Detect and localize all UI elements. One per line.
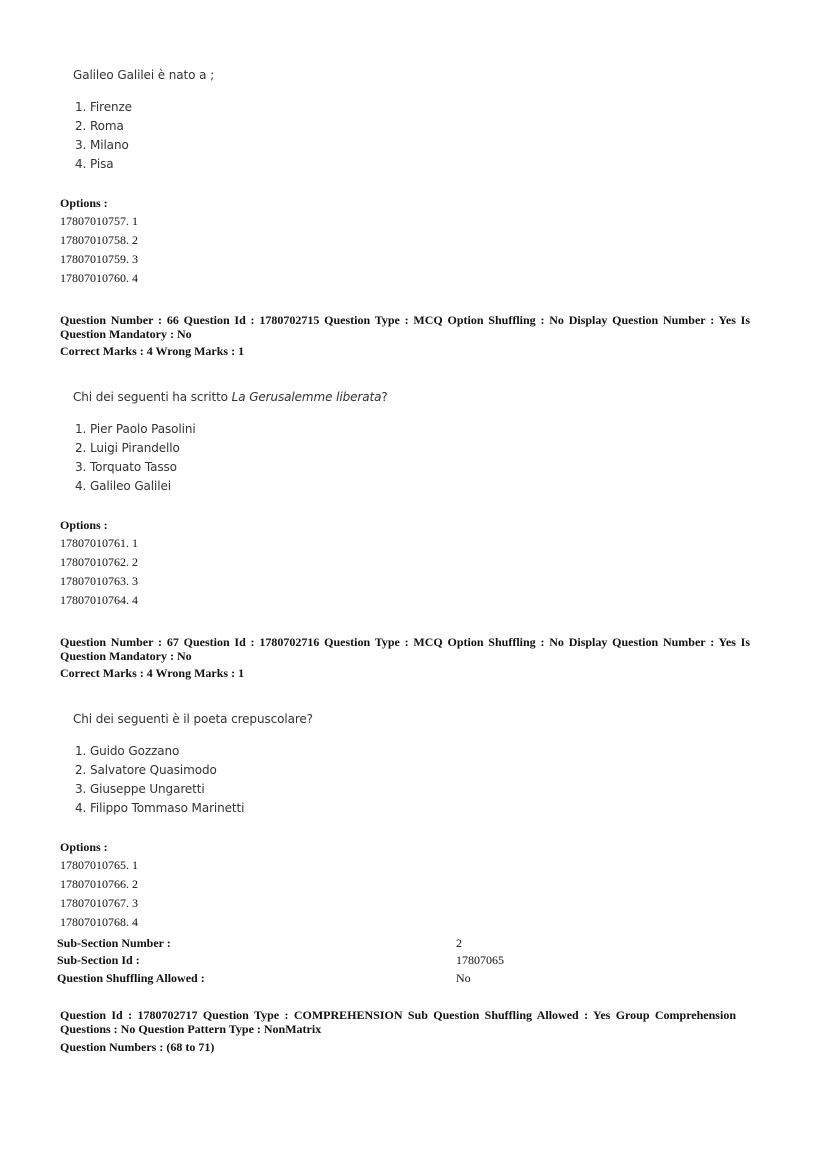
question-66-option-4: 17807010764. 4 bbox=[60, 593, 138, 607]
question-67-option-4: 17807010768. 4 bbox=[60, 915, 138, 929]
question-67-metadata: Question Number : 67 Question Id : 1780702716 Question Type : MCQ Option Shuffling : No Display Question Number : Yes Is Question Mandatory : No bbox=[60, 635, 750, 663]
question-66-text bbox=[73, 390, 388, 404]
question-66-option-3: 17807010763. 3 bbox=[60, 574, 138, 588]
subsection-id-label: Sub-Section Id : bbox=[57, 953, 140, 967]
question-66-choice-2: 2. Luigi Pirandello bbox=[75, 441, 180, 455]
question-67-choice-3: 3. Giuseppe Ungaretti bbox=[75, 782, 205, 796]
question-66-choice-3: 3. Torquato Tasso bbox=[75, 460, 177, 474]
question-67-choice-2: 2. Salvatore Quasimodo bbox=[75, 763, 217, 777]
question-67-text: Chi dei seguenti è il poeta crepuscolare? bbox=[73, 712, 313, 726]
subsection-number-value: 2 bbox=[456, 936, 462, 950]
question-65-option-1: 17807010757. 1 bbox=[60, 214, 138, 228]
question-65-choice-3: 3. Milano bbox=[75, 138, 129, 152]
question-66-text-suffix: ? bbox=[381, 390, 388, 404]
question-66-option-1: 17807010761. 1 bbox=[60, 536, 138, 550]
question-67-choice-4: 4. Filippo Tommaso Marinetti bbox=[75, 801, 245, 815]
subsection-number-label: Sub-Section Number : bbox=[57, 936, 171, 950]
question-65-option-4: 17807010760. 4 bbox=[60, 271, 138, 285]
question-66-text-prefix: Chi dei seguenti ha scritto bbox=[73, 390, 232, 404]
question-66-option-2: 17807010762. 2 bbox=[60, 555, 138, 569]
question-shuffling-label: Question Shuffling Allowed : bbox=[57, 971, 205, 985]
question-65-option-3: 17807010759. 3 bbox=[60, 252, 138, 266]
question-65-choice-4: 4. Pisa bbox=[75, 157, 114, 171]
question-67-choice-1: 1. Guido Gozzano bbox=[75, 744, 180, 758]
question-66-marks: Correct Marks : 4 Wrong Marks : 1 bbox=[60, 344, 245, 358]
question-66-options-label: Options : bbox=[60, 518, 108, 532]
question-shuffling-value: No bbox=[456, 971, 471, 985]
question-65-option-2: 17807010758. 2 bbox=[60, 233, 138, 247]
subsection-id-value: 17807065 bbox=[456, 953, 504, 967]
question-65-options-label: Options : bbox=[60, 196, 108, 210]
question-67-option-2: 17807010766. 2 bbox=[60, 877, 138, 891]
question-67-marks: Correct Marks : 4 Wrong Marks : 1 bbox=[60, 666, 245, 680]
question-67-option-1: 17807010765. 1 bbox=[60, 858, 138, 872]
comprehension-metadata: Question Id : 1780702717 Question Type : COMPREHENSION Sub Question Shuffling Allowed : Yes Group Comprehension Questions : No Question Pattern Type : NonMatrix bbox=[60, 1008, 736, 1036]
question-67-option-3: 17807010767. 3 bbox=[60, 896, 138, 910]
question-66-choice-1: 1. Pier Paolo Pasolini bbox=[75, 422, 196, 436]
question-65-choice-2: 2. Roma bbox=[75, 119, 124, 133]
question-65-text: Galileo Galilei è nato a ; bbox=[73, 68, 215, 82]
comprehension-question-numbers: Question Numbers : (68 to 71) bbox=[60, 1040, 215, 1054]
question-66-metadata: Question Number : 66 Question Id : 1780702715 Question Type : MCQ Option Shuffling : No Display Question Number : Yes Is Question Mandatory : No bbox=[60, 313, 750, 341]
question-65-choice-1: 1. Firenze bbox=[75, 100, 132, 114]
question-67-options-label: Options : bbox=[60, 840, 108, 854]
question-66-text-title: La Gerusalemme liberata bbox=[231, 390, 382, 404]
question-66-choice-4: 4. Galileo Galilei bbox=[75, 479, 172, 493]
